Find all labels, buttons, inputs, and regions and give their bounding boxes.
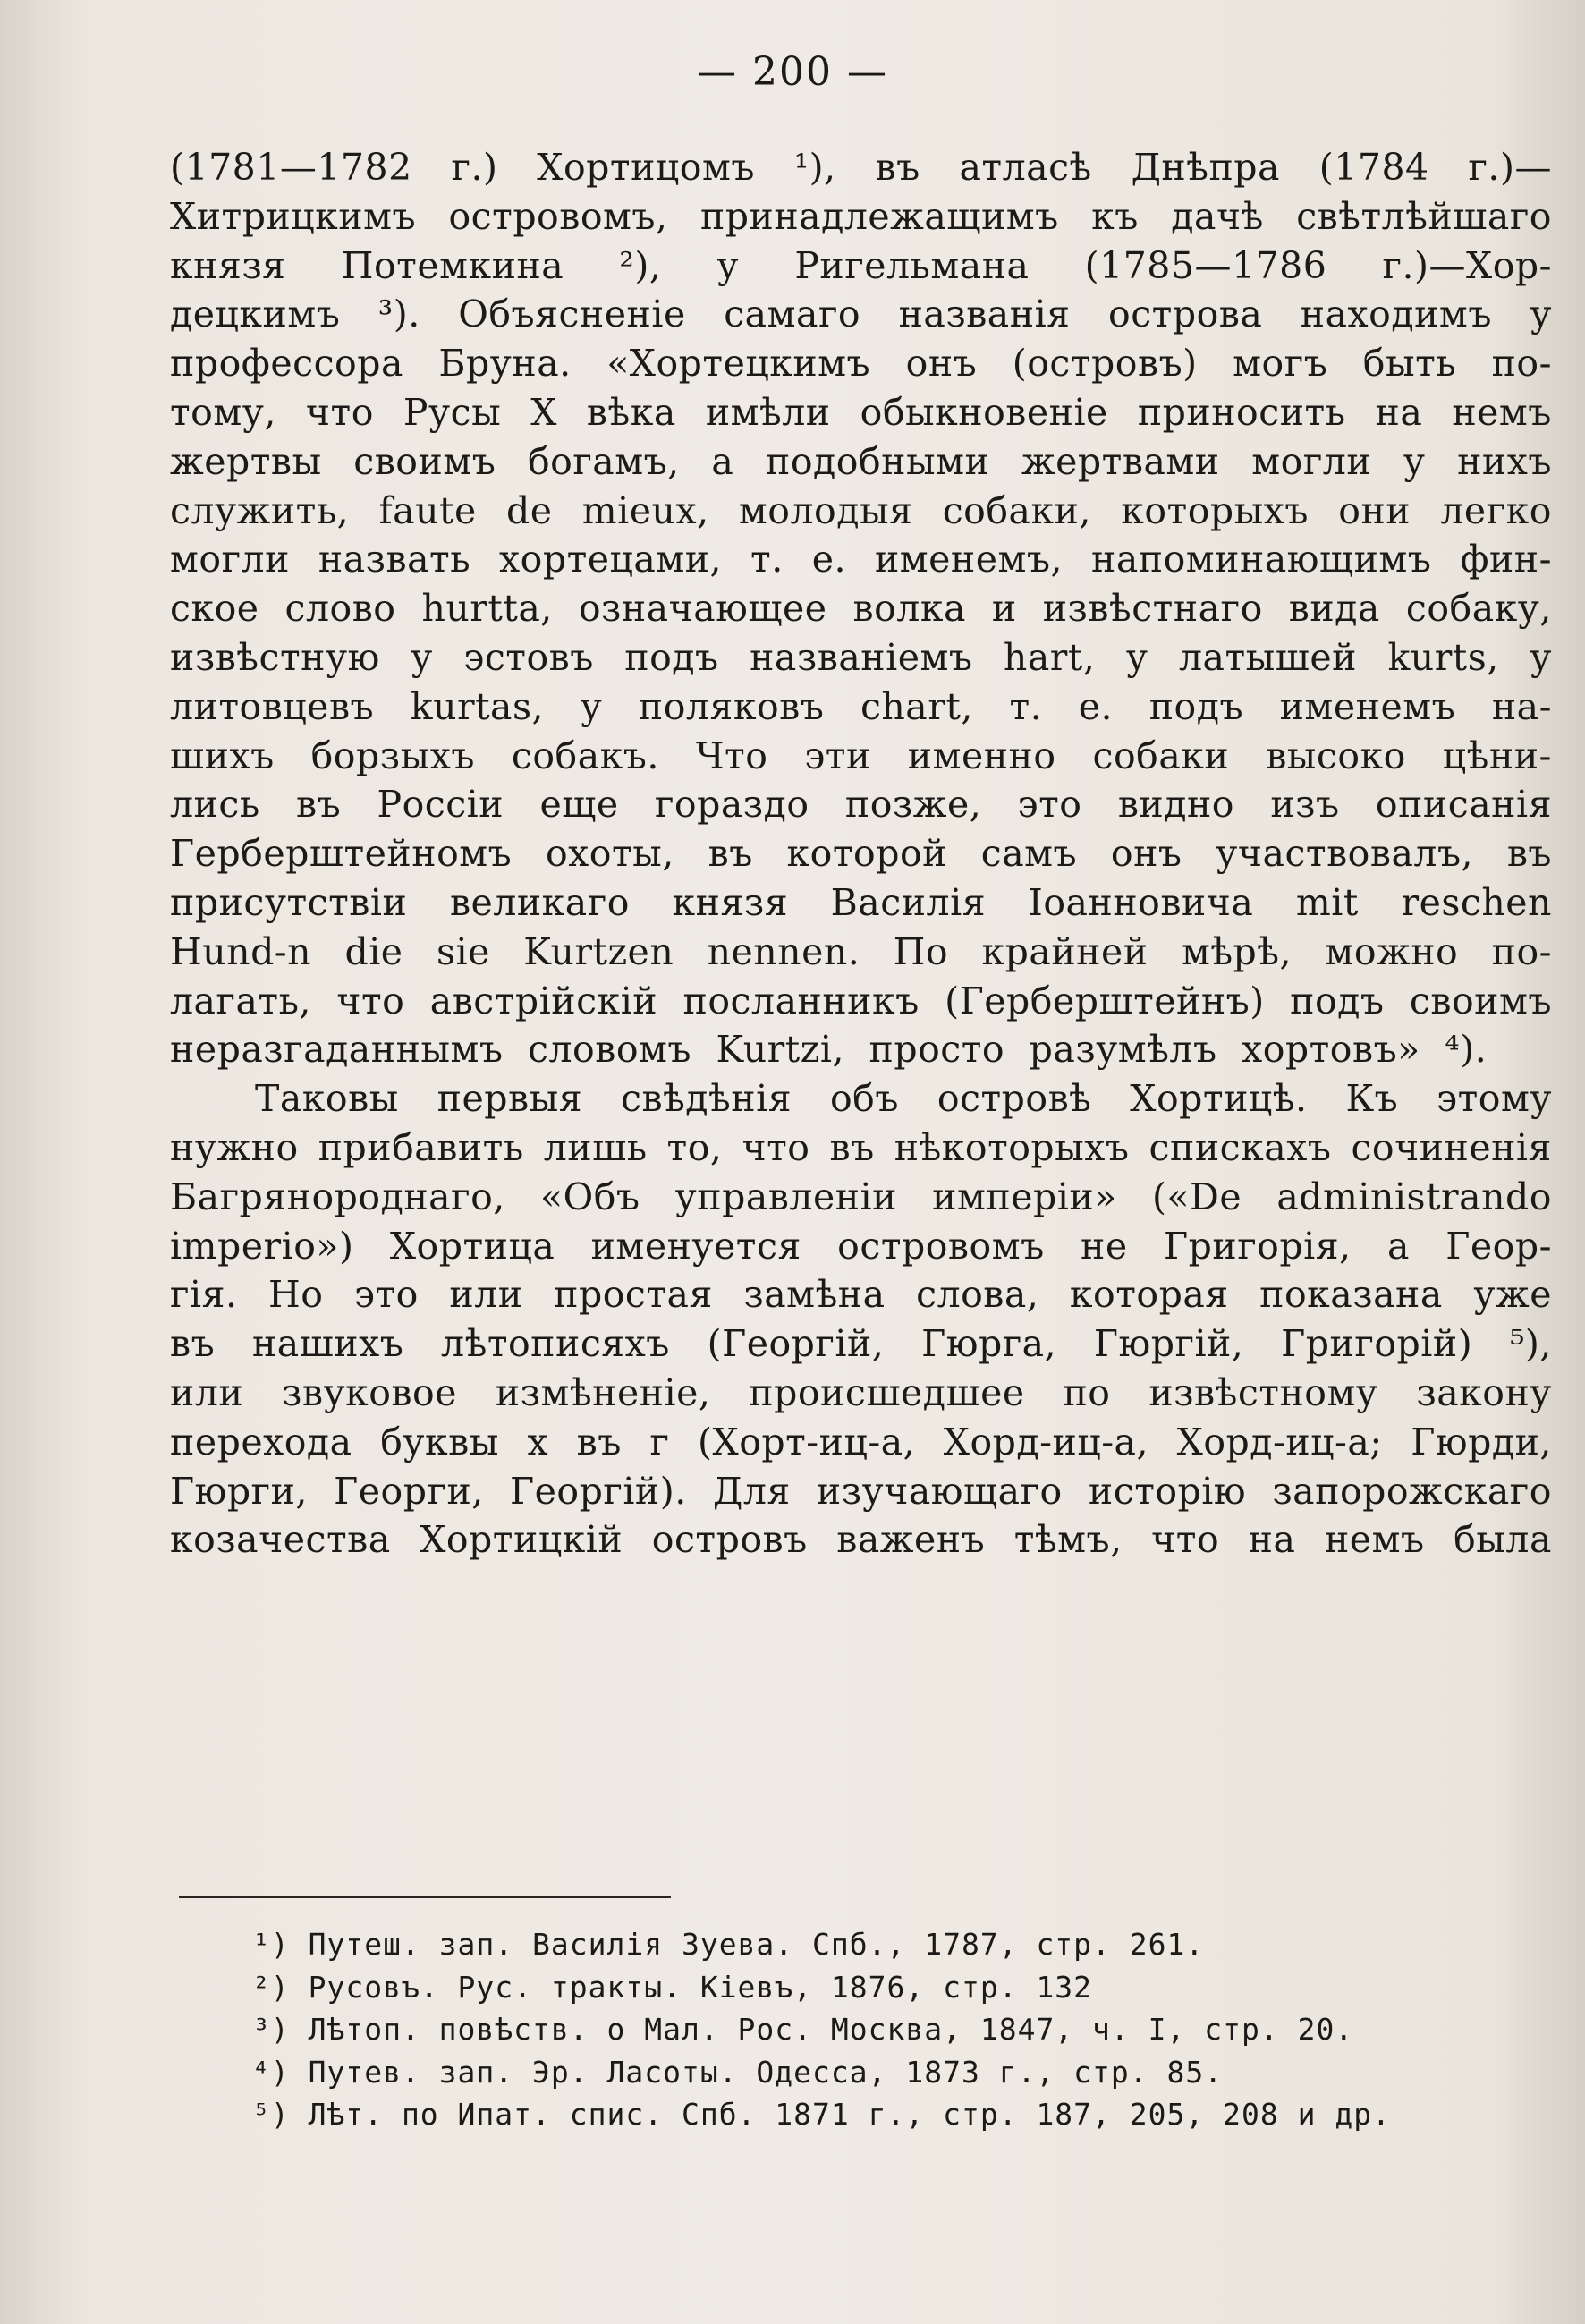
text-line: профессора Бруна. «Хортецкимъ онъ (островъ) могъ быть по-: [170, 342, 1552, 386]
text-line: извѣстную у эстовъ подъ названіемъ hart, у латышей kurts, у: [170, 635, 1552, 679]
text-line: князя Потемкина ²), у Ригельмана (1785—1786 г.)—Хор-: [170, 243, 1552, 287]
text-line: (1781—1782 г.) Хортицомъ ¹), въ атласѣ Днѣпра (1784 г.)—: [170, 146, 1552, 189]
footnote-divider: [179, 1896, 671, 1898]
text-line: тому, что Русы X вѣка имѣли обыкновеніе приносить на немъ: [170, 390, 1552, 434]
text-line: литовцевъ kurtas, у поляковъ chart, т. е. подъ именемъ на-: [170, 684, 1552, 728]
text-line: шихъ борзыхъ собакъ. Что эти именно собаки высоко цѣни-: [170, 734, 1552, 777]
text-line: imperio») Хортица именуется островомъ не Григорія, а Геор-: [170, 1224, 1552, 1268]
text-line: присутствіи великаго князя Василія Іоанновича mit reschen: [170, 880, 1552, 924]
body-text: [170, 143, 1552, 1565]
text-line: служить, faute de mieux, молодыя собаки, которыхъ они легко: [170, 488, 1552, 532]
text-line: децкимъ ³). Объясненіе самаго названія острова находимъ у: [170, 293, 1552, 336]
footnote-2: ²) Русовъ. Рус. тракты. Кіевъ, 1876, стр. 132: [252, 1969, 1093, 2005]
text-line: неразгаданнымъ словомъ Kurtzi, просто разумѣлъ хортовъ» ⁴).: [170, 1028, 1488, 1072]
text-line: жертвы своимъ богамъ, а подобными жертвами могли у нихъ: [170, 439, 1552, 483]
text-line: или звуковое измѣненіе, происшедшее по извѣстному закону: [170, 1370, 1552, 1414]
text-line: лись въ Россіи еще гораздо позже, это видно изъ описанія: [170, 783, 1552, 827]
text-line: Герберштейномъ охоты, въ которой самъ онъ участвовалъ, въ: [170, 832, 1552, 876]
text-line: могли назвать хортецами, т. е. именемъ, напоминающимъ фин-: [170, 538, 1552, 581]
text-line: Хитрицкимъ островомъ, принадлежащимъ къ дачѣ свѣтлѣйшаго: [170, 194, 1552, 238]
page-number: — 200 —: [697, 49, 888, 95]
footnote-4: ⁴) Путев. зап. Эр. Ласоты. Одесса, 1873 г., стр. 85.: [252, 2054, 1224, 2090]
footnote-1: ¹) Путеш. зап. Василія Зуева. Спб., 1787, стр. 261.: [252, 1927, 1205, 1962]
text-line: Багрянороднаго, «Объ управленіи имперіи» («De administrando: [170, 1175, 1552, 1218]
text-line: нужно прибавить лишь то, что въ нѣкоторыхъ спискахъ сочиненія: [170, 1125, 1552, 1169]
text-line: гія. Но это или простая замѣна слова, которая показана уже: [170, 1273, 1552, 1317]
text-line: Hund-n die sie Kurtzen nennen. По крайней мѣрѣ, можно по-: [170, 929, 1552, 973]
text-line: въ нашихъ лѣтописяхъ (Георгій, Гюрга, Гюргій, Григорій) ⁵),: [170, 1322, 1552, 1366]
paragraph-start-line: Таковы первыя свѣдѣнія объ островѣ Хортицѣ. Къ этому: [255, 1077, 1552, 1121]
text-line: козачества Хортицкій островъ важенъ тѣмъ, что на немъ была: [170, 1518, 1552, 1562]
footnotes: [252, 1923, 1504, 2136]
text-line: перехода буквы х въ г (Хорт-иц-а, Хорд-иц-а, Хорд-иц-а; Гюрди,: [170, 1420, 1552, 1463]
text-line: Гюрги, Георги, Георгій). Для изучающаго исторію запорожскаго: [170, 1469, 1552, 1513]
footnote-3: ³) Лѣтоп. повѣств. о Мал. Рос. Москва, 1847, ч. I, стр. 20.: [252, 2012, 1354, 2047]
footnote-5: ⁵) Лѣт. по Ипат. спис. Спб. 1871 г., стр. 187, 205, 208 и др.: [252, 2097, 1391, 2132]
text-line: лагать, что австрійскій посланникъ (Герберштейнъ) подъ своимъ: [170, 979, 1552, 1022]
text-line: ское слово hurtta, означающее волка и извѣстнаго вида собаку,: [170, 587, 1552, 631]
